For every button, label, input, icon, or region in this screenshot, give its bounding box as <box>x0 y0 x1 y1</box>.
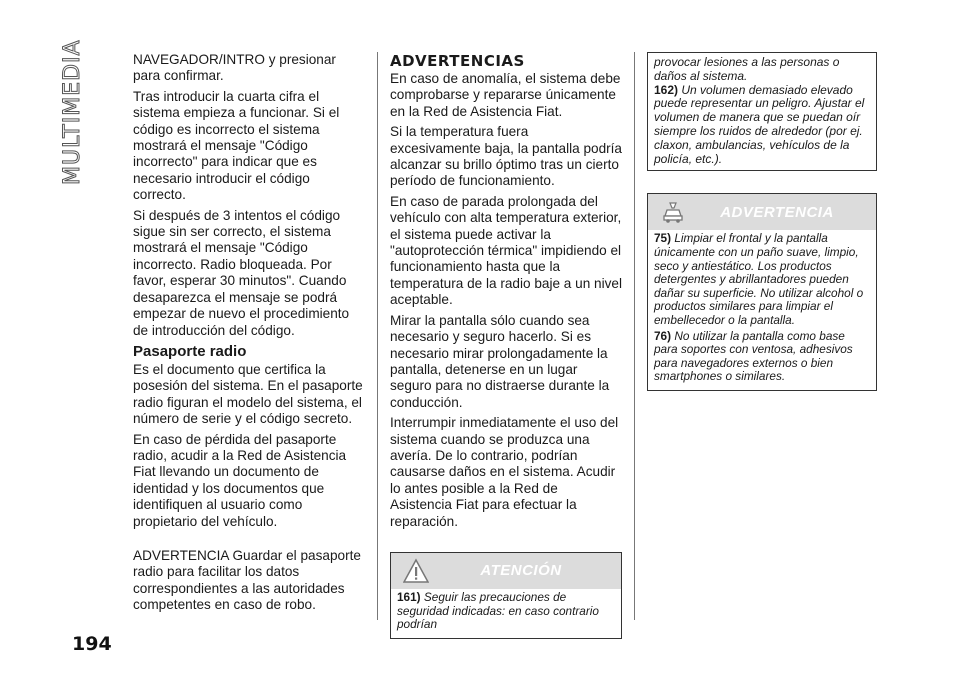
paragraph: Interrumpir inmediatamente el uso del sistema cuando se produzca una avería. De lo contrario, podrían causarse daños en el sistema. Acudir lo antes posible a la Red de Asistencia Fiat para efectuar la reparación. <box>390 415 619 529</box>
note-number: 162) <box>654 82 679 97</box>
paragraph: ADVERTENCIA Guardar el pasaporte radio para facilitar los datos correspondientes a las autoridades competentes en caso de robo. <box>133 547 361 613</box>
note-161 <box>391 589 621 632</box>
paragraph: Si la temperatura fuera excesivamente baja, la pantalla podría alcanzar su brillo óptimo tras un cierto período de funcionamiento. <box>390 124 622 189</box>
note-text: Un volumen demasiado elevado puede representar un peligro. Ajustar el volumen de manera que se puedan oír siempre los ruidos de alrededor (por ej. claxon, ambulancias, vehículos de la policía, etc.). <box>654 82 865 166</box>
spacer <box>133 534 366 548</box>
note-162 <box>654 84 870 167</box>
column-right <box>647 52 877 391</box>
note-number: 75) <box>654 231 672 246</box>
note-text: Limpiar el frontal y la pantalla únicamente con un paño suave, limpio, seco y antiestático. Los productos detergentes y abrillantadores pueden dañar su superficie. No utilizar alcohol o productos similares para limpiar el embellecedor o la pantalla. <box>654 231 864 327</box>
note-76 <box>648 328 876 384</box>
section-heading-advertencias: ADVERTENCIAS <box>390 52 525 70</box>
paragraph: Es el documento que certifica la posesión del sistema. En el pasaporte radio figuran el modelo del sistema, el número de serie y el código secreto. <box>133 361 363 427</box>
column-divider <box>377 52 378 620</box>
paragraph: Mirar la pantalla sólo cuando sea necesario y seguro hacerlo. Si es necesario mirar prolongadamente la pantalla, detenerse en un lugar seguro para no distraerse durante la conducción. <box>390 312 610 410</box>
note-text: No utilizar la pantalla como base para soportes con ventosa, adhesivos para navegadores externos o bien smartphones o similares. <box>654 328 853 384</box>
paragraph: Tras introducir la cuarta cifra el sistema empieza a funcionar. Si el código es incorrecto el sistema mostrará el mensaje "Código incorrecto" para indicar que es necesario introducir el código correcto. <box>133 88 340 203</box>
subheading-pasaporte-radio: Pasaporte radio <box>133 342 247 360</box>
warning-box <box>647 193 877 391</box>
warning-triangle-icon <box>403 558 429 584</box>
car-cleaning-icon <box>660 199 686 225</box>
section-side-tab: MULTIMEDIA <box>60 39 85 185</box>
note-number: 161) <box>397 589 421 604</box>
paragraph: En caso de anomalía, el sistema debe comprobarse y repararse únicamente en la Red de Asistencia Fiat. <box>390 71 621 119</box>
note-number: 76) <box>654 328 672 343</box>
attention-box-continued <box>647 52 877 171</box>
note-continuation: provocar lesiones a las personas o daños al sistema. <box>654 55 840 83</box>
attention-title: ATENCIÓN <box>480 562 562 580</box>
attention-box <box>390 552 622 639</box>
note-75 <box>648 230 876 327</box>
column-left <box>133 52 366 618</box>
paragraph: En caso de parada prolongada del vehículo con alta temperatura exterior, el sistema puede activar la "autoprotección térmica" impidiendo el funcionamiento hasta que la temperatura de la radio baje a un nivel aceptable. <box>390 193 622 308</box>
page-number: 194 <box>72 633 112 655</box>
paragraph: NAVEGADOR/INTRO y presionar para confirmar. <box>133 52 336 84</box>
column-divider <box>634 52 635 620</box>
paragraph: Si después de 3 intentos el código sigue sin ser correcto, el sistema mostrará el mensaje "Código incorrecto. Radio bloqueada. Por favor, esperar 30 minutos". Cuando desaparezca el mensaje se podrá empezar de nuevo el procedimiento de introducción del código. <box>133 207 350 338</box>
column-middle <box>390 52 622 639</box>
note-text: Seguir las precauciones de seguridad indicadas: en caso contrario podrían <box>397 589 599 632</box>
paragraph: En caso de pérdida del pasaporte radio, acudir a la Red de Asistencia Fiat llevando un documento de identidad y los documentos que identifiquen al usuario como propietario del vehículo. <box>133 431 347 529</box>
warning-title: ADVERTENCIA <box>720 203 834 221</box>
warning-banner <box>648 194 876 230</box>
attention-banner <box>391 553 621 589</box>
